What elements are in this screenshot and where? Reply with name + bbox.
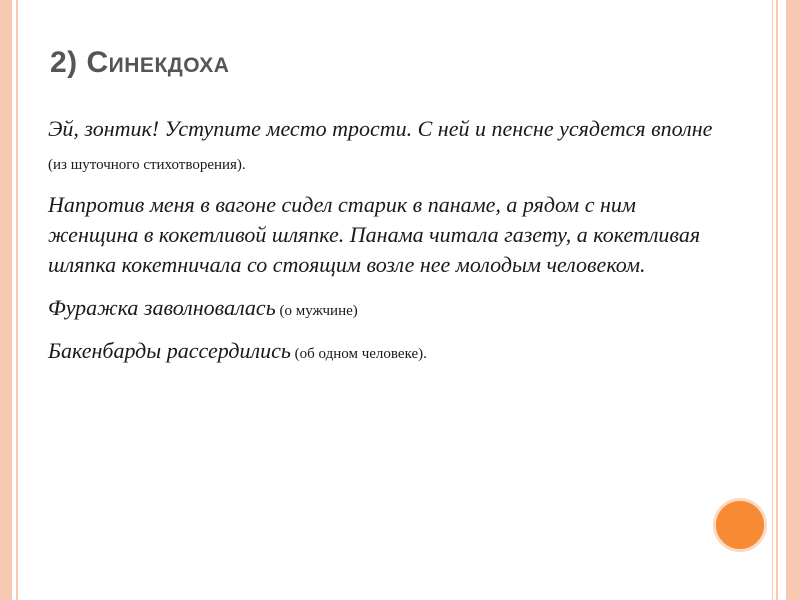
slide-body [48,114,728,379]
paragraph-umbrella [48,114,728,180]
source-note: (об одном человеке). [290,346,427,362]
left-frame-line [16,0,18,600]
paragraph-sideburns [48,336,728,369]
slide-title: 2) Синекдоха [50,46,230,79]
right-frame-line [776,0,778,600]
left-frame-bar [0,0,12,600]
right-frame-line-outer [772,0,773,600]
source-note: (из шуточного стихотворения). [48,157,246,173]
paragraph-panama [48,190,728,283]
example-text: Фуражка заволновалась [48,295,276,320]
example-text: Эй, зонтик! Уступите место трости. С ней и пенсне усядется вполне [48,116,713,141]
source-note: (о мужчине) [275,303,358,319]
right-frame-bar [786,0,800,600]
example-text: Бакенбарды рассердились [48,338,291,363]
paragraph-cap [48,293,728,326]
example-text: Напротив меня в вагоне сидел старик в панаме, а рядом с ним женщина в кокетливой шляпке. Панама читала газету, а кокетливая шляпка кокетничала со стоящим возле нее молодым человеком. [48,192,701,277]
decorative-circle [713,498,767,552]
